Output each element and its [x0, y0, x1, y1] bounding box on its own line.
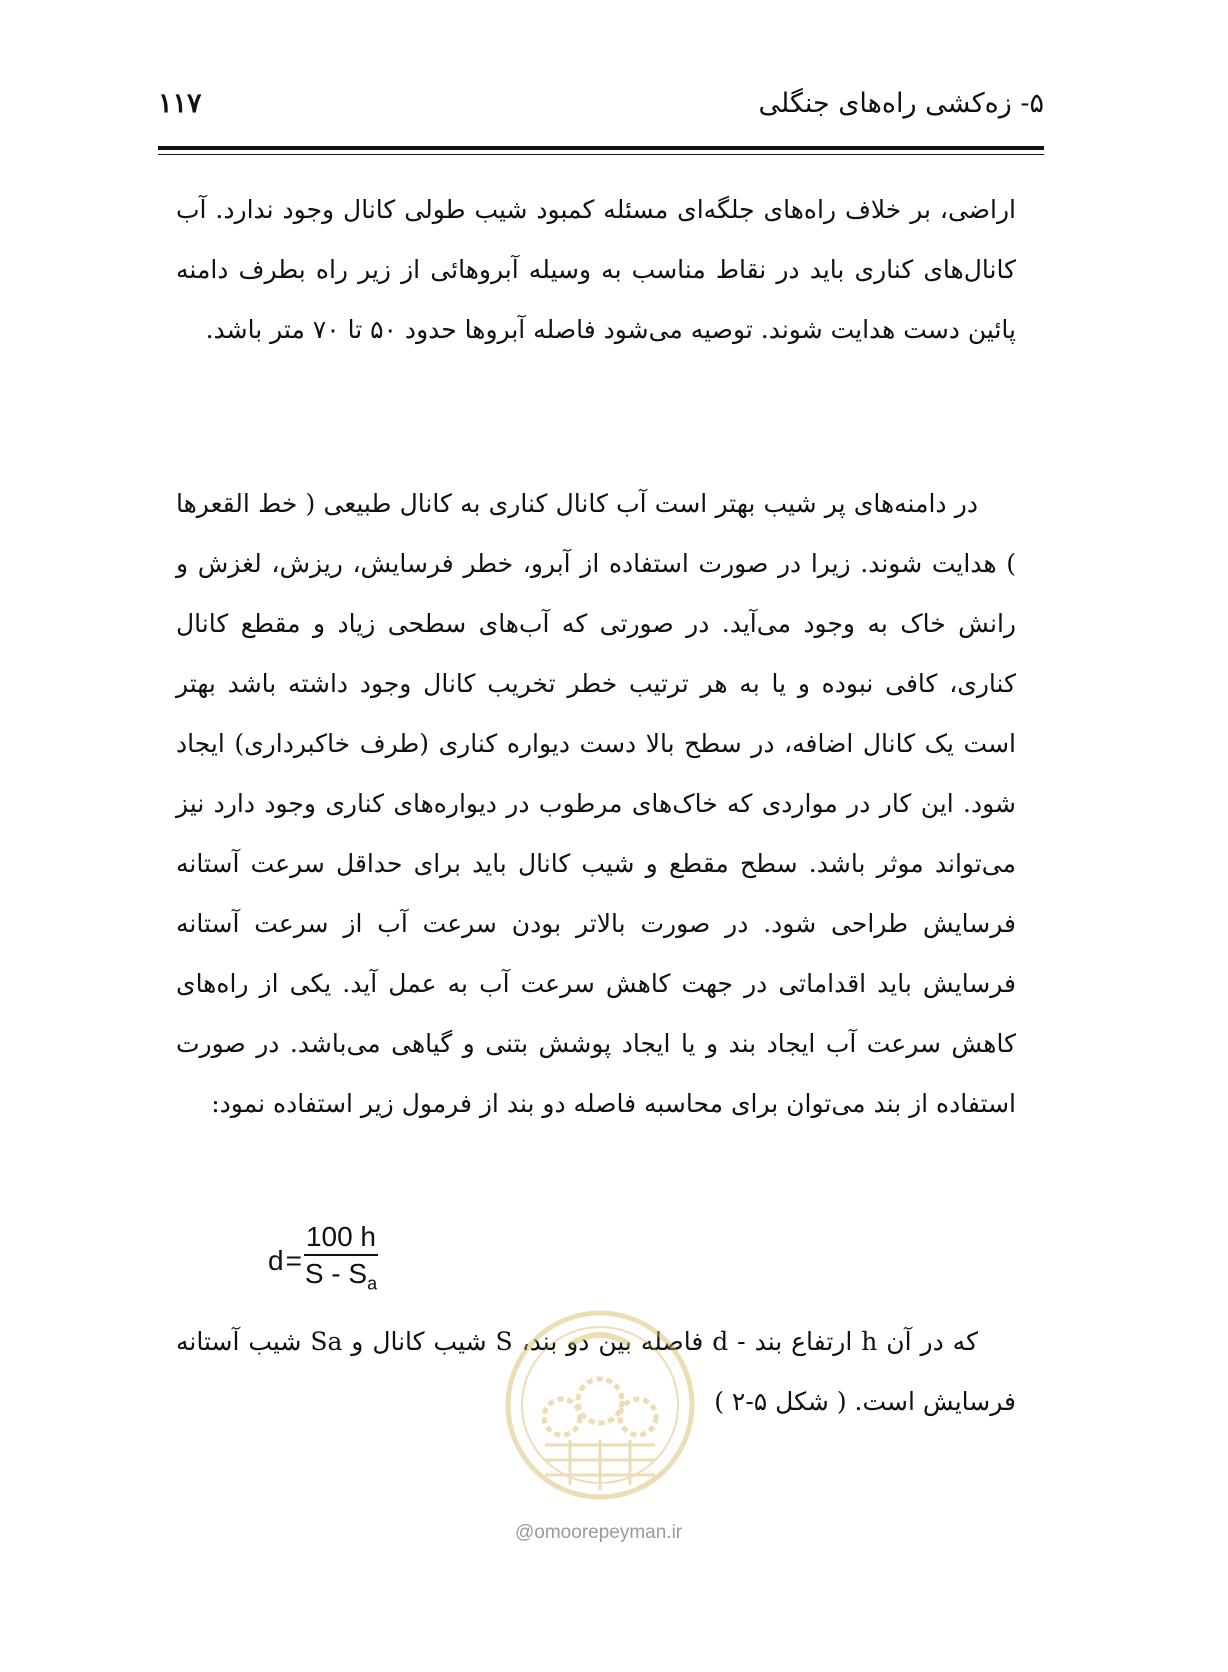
formula-equals: =: [285, 1245, 302, 1276]
watermark-logo-icon: [500, 1305, 700, 1505]
formula-denominator: [305, 1256, 377, 1301]
chapter-title: ۵- زه‌کشی راه‌های جنگلی: [758, 88, 1044, 119]
page-number: ۱۱۷: [158, 88, 202, 119]
page-header: [158, 82, 1044, 132]
paragraph-3: که در آن h ارتفاع بند - d فاصله بین دو بند، S شیب کانال و Sa شیب آستانه فرسایش است. ( شکل ۵-۲ ): [176, 1327, 1016, 1416]
header-rule-thick: [158, 146, 1044, 150]
formula-fraction: [304, 1221, 378, 1301]
paragraph-2: در دامنه‌های پر شیب بهتر است آب کانال کناری به کانال طبیعی ( خط القعرها ) هدایت شوند. زیرا در صورت استفاده از آبرو، خطر فرسایش، ریزش، لغزش و رانش خاک به وجود می‌آید. در صورتی که آب‌های سطحی زیاد و مقطع کانال کناری، کافی نبوده و یا به هر ترتیب خطر تخریب کانال وجود داشته باشد بهتر است یک کانال اضافه، در سطح بالا دست دیواره کناری (طرف خاکبرداری) ایجاد شود. این کار در مواردی که خاک‌های مرطوب در دیواره‌های کناری وجود دارد نیز می‌تواند موثر باشد. سطح مقطع و شیب کانال باید برای حداقل سرعت آستانه فرسایش طراحی شود. در صورت بالاتر بودن سرعت آب از سرعت آستانه فرسایش باید اقداماتی در جهت کاهش سرعت آب به عمل آید. یکی از راه‌های کاهش سرعت آب ایجاد بند و یا ایجاد پوشش بتنی و گیاهی می‌باشد. در صورت استفاده از بند می‌توان برای محاسبه فاصله دو بند از فرمول زیر استفاده نمود:: [176, 489, 1016, 1118]
header-rule-thin: [158, 154, 1044, 155]
formula-denominator-subscript: a: [367, 1273, 378, 1294]
formula-dam-spacing: [268, 1221, 378, 1296]
formula-denominator-main: S - S: [304, 1258, 368, 1290]
paragraph-1: اراضی، بر خلاف راه‌های جلگه‌ای مسئله کمبود شیب طولی کانال وجود ندارد. آب کانال‌های کناری باید در نقاط مناسب به وسیله آبروهائی از زیر راه بطرف دامنه پائین دست هدایت شوند. توصیه می‌شود فاصله آبروها حدود ۵۰ تا ۷۰ متر باشد.: [176, 195, 1016, 344]
formula-lhs: d: [268, 1245, 284, 1276]
watermark-text: @omoorepeyman.ir: [515, 1522, 683, 1543]
formula-numerator: 100 h: [304, 1221, 378, 1256]
